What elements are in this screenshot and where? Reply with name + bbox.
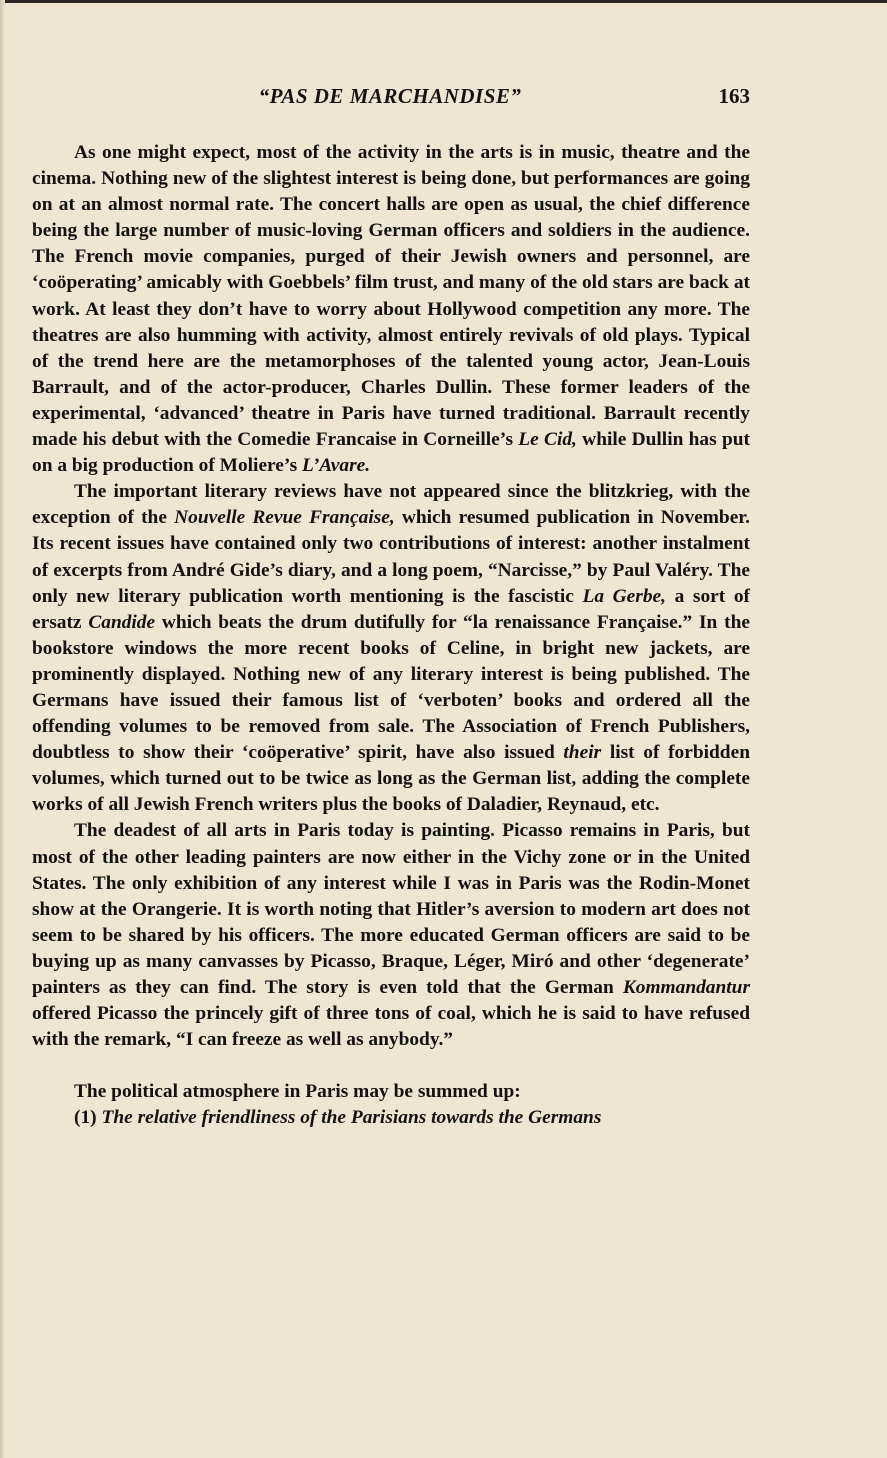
text-segment: which resumed publication in November. Its recent issues have contained only two contributions of interest: another instalment of excerpts from André Gide’s diary, and a long poem, “Narcisse,” by Paul Valéry. The only new literary publication worth mentioning is the fascistic (32, 507, 750, 607)
title-le-cid: Le Cid, (518, 429, 577, 451)
body-text (32, 140, 750, 1131)
page-binding-edge (0, 0, 5, 1458)
text-segment: The deadest of all arts in Paris today is painting. Picasso remains in Paris, but most of the other leading painters are now either in the Vichy zone or in the United States. The only exhibition of any interest while I was in Paris was the Rodin-Monet show at the Orangerie. It is worth noting that Hitler’s aversion to modern art does not seem to be shared by his officers. The more educated German officers are said to be buying up as many canvasses by Picasso, Braque, Léger, Miró and other ‘degenerate’ painters as they can find. The story is even told that the German (32, 820, 750, 998)
paragraph-literary-reviews (32, 479, 750, 818)
top-border (0, 0, 887, 3)
text-segment: As one might expect, most of the activity in the arts is in music, theatre and the cinema. Nothing new of the slightest interest is being done, but performances are going on at an almost normal rate. The concert halls are open as usual, the chief difference being the large number of music-loving German officers and soldiers in the audience. The French movie companies, purged of their Jewish owners and personnel, are ‘coöperating’ amicably with Goebbels’ film trust, and many of the old stars are back at work. At least they don’t have to worry about Hollywood competition any more. The theatres are also humming with activity, almost entirely revivals of old plays. Typical of the trend here are the metamorphoses of the talented young actor, Jean-Louis Barrault, and of the actor-producer, Charles Dullin. These former leaders of the experimental, ‘advanced’ theatre in Paris have turned traditional. Barrault recently made his debut with the Comedie Francaise in Corneille’s (32, 142, 750, 451)
title-candide: Candide (88, 611, 156, 633)
paragraph-political-atmosphere (32, 1079, 750, 1105)
list-item-number: (1) (74, 1107, 97, 1129)
title-la-gerbe: La Gerbe, (582, 585, 666, 607)
list-item-text: The relative friendliness of the Parisians towards the Germans (101, 1107, 602, 1129)
paragraph-painting (32, 818, 750, 1053)
text-segment: The political atmosphere in Paris may be summed up: (74, 1081, 521, 1103)
title-l-avare: L’Avare. (302, 455, 371, 477)
text-segment: The important literary reviews have not appeared since the blitzkrieg, with the exception of the (32, 481, 750, 529)
paragraph-cinema-theatre (32, 140, 750, 479)
text-segment: a sort of ersatz (32, 585, 750, 633)
emphasis-their: their (563, 742, 602, 764)
list-item-1 (32, 1105, 750, 1131)
page-number: 163 (718, 84, 750, 108)
running-head: “PAS DE MARCHANDISE” (258, 84, 522, 108)
text-segment: list of forbidden volumes, which turned out to be twice as long as the German list, adding the complete works of all Jewish French writers plus the books of Daladier, Reynaud, etc. (32, 742, 750, 816)
term-kommandantur: Kommandantur (622, 977, 750, 998)
text-segment: while Dullin has put on a big production of Moliere’s (32, 429, 750, 477)
text-segment: offered Picasso the princely gift of three tons of coal, which he is said to have refused with the remark, “I can freeze as well as anybody.” (32, 1003, 750, 1051)
text-segment: which beats the drum dutifully for “la renaissance Française.” In the bookstore windows the more recent books of Celine, in bright new jackets, are prominently displayed. Nothing new of any literary interest is being published. The Germans have issued their famous list of ‘verboten’ books and ordered all the offending volumes to be removed from sale. The Association of French Publishers, doubtless to show their ‘coöperative’ spirit, have also issued (32, 611, 750, 764)
title-nouvelle-revue: Nouvelle Revue Française, (174, 507, 395, 529)
page-header (30, 84, 750, 116)
